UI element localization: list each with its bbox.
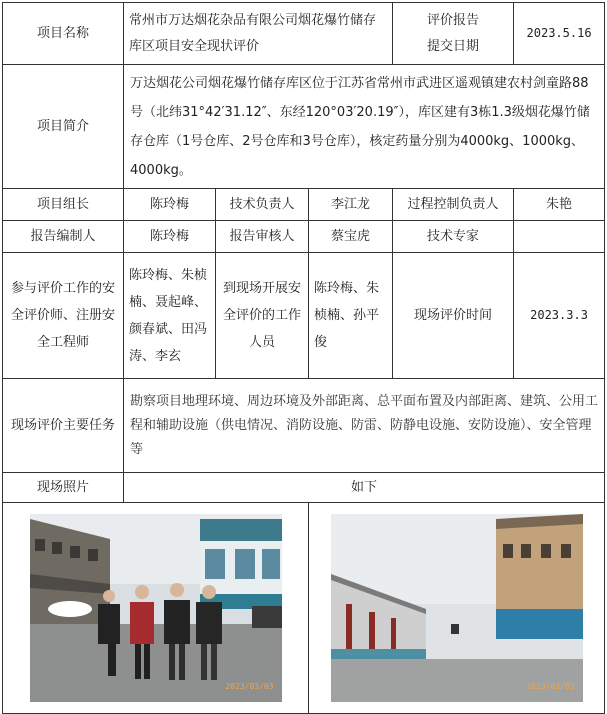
process-control-value: 朱艳 (514, 189, 605, 221)
photo-cell-left (3, 503, 309, 714)
process-control-label: 过程控制负责人 (393, 189, 514, 221)
photo-date-stamp-right: 2023/03/03 (526, 682, 575, 691)
tech-lead-value: 李江龙 (309, 189, 393, 221)
expert-label: 技术专家 (393, 221, 514, 253)
project-name-label: 项目名称 (3, 3, 124, 65)
site-photo-warehouse (331, 514, 583, 702)
participants-label: 参与评价工作的安全评价师、注册安全工程师 (3, 253, 124, 379)
report-date-label: 评价报告提交日期 (393, 3, 514, 65)
site-photo-group (30, 514, 282, 702)
project-intro-label: 项目简介 (3, 65, 124, 189)
onsite-staff-value: 陈玲梅、朱桢楠、孙平俊 (309, 253, 393, 379)
onsite-staff-label: 到现场开展安全评价的工作人员 (216, 253, 309, 379)
photo-date-stamp-left: 2023/03/03 (225, 682, 274, 691)
leader-label: 项目组长 (3, 189, 124, 221)
site-photos-label: 现场照片 (3, 473, 124, 503)
onsite-time-value: 2023.3.3 (514, 253, 605, 379)
project-info-table (2, 2, 605, 714)
tech-lead-label: 技术负责人 (216, 189, 309, 221)
editor-label: 报告编制人 (3, 221, 124, 253)
reviewer-value: 蔡宝虎 (309, 221, 393, 253)
onsite-time-label: 现场评价时间 (393, 253, 514, 379)
site-photo-warehouse-image (331, 514, 583, 702)
photo-cell-right (309, 503, 605, 714)
editor-value: 陈玲梅 (124, 221, 216, 253)
project-name-value: 常州市万达烟花杂品有限公司烟花爆竹储存库区项目安全现状评价 (124, 3, 393, 65)
participants-value: 陈玲梅、朱桢楠、聂起峰、颜春斌、田冯涛、李玄 (124, 253, 216, 379)
leader-value: 陈玲梅 (124, 189, 216, 221)
site-photos-value: 如下 (124, 473, 605, 503)
main-tasks-text: 勘察项目地理环境、周边环境及外部距离、总平面布置及内部距离、建筑、公用工程和辅助设施（供电情况、消防设施、防雷、防静电设施、安防设施）、安全管理等 (124, 379, 605, 473)
site-photo-group-image (30, 514, 282, 702)
main-tasks-label: 现场评价主要任务 (3, 379, 124, 473)
project-intro-text: 万达烟花公司烟花爆竹储存库区位于江苏省常州市武进区遥观镇建农村剑童路88号（北纬31°42′31.12″、东经120°03′20.19″），库区建有3栋1.3级烟花爆竹储存仓库（1号仓库、2号仓库和3号仓库），核定药量分别为4000kg、1000kg、4000kg。 (124, 65, 605, 189)
reviewer-label: 报告审核人 (216, 221, 309, 253)
report-date-value: 2023.5.16 (514, 3, 605, 65)
expert-value (514, 221, 605, 253)
